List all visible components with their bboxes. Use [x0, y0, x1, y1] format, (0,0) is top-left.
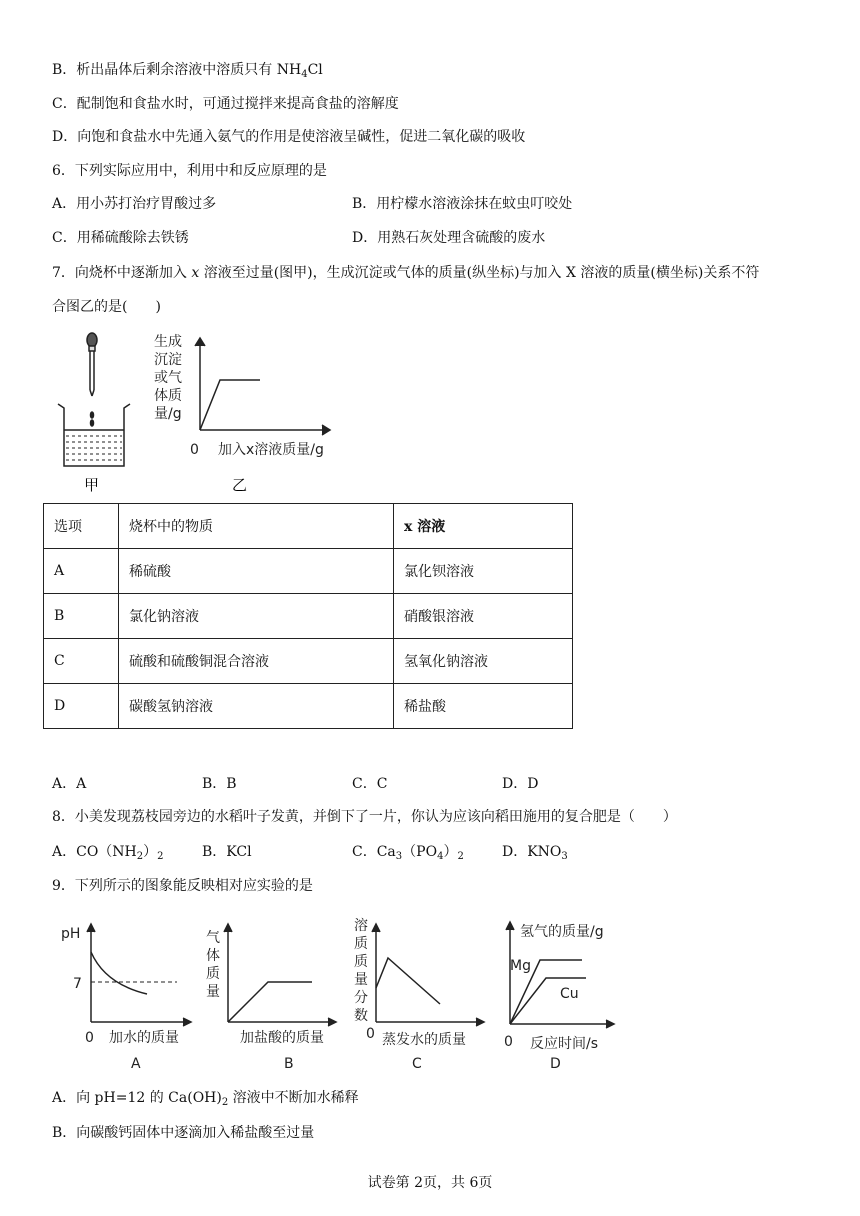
graph-c-origin: 0	[366, 1026, 375, 1042]
graph-b-curve	[228, 982, 312, 1022]
dropper-icon	[87, 333, 97, 396]
q7-options-table	[43, 503, 573, 729]
y-axis-label-line: 量/g	[154, 406, 182, 422]
table-cell: 氯化钠溶液	[119, 594, 394, 639]
table-header-cell: 烧杯中的物质	[119, 504, 394, 549]
q9-option-a: A．向 pH=12 的 $Ca(OH)_2$ 溶液中不断加水稀释	[52, 1090, 359, 1108]
table-cell: 氯化钡溶液	[394, 549, 573, 594]
graph-d-mg-label: Mg	[510, 958, 531, 974]
table-cell: 硫酸和硫酸铜混合溶液	[119, 639, 394, 684]
graph-b-caption: B	[284, 1056, 294, 1072]
q7-option-b: B．B	[202, 776, 237, 792]
graph-a-seven: 7	[73, 976, 82, 992]
graph-b-y-label: 量	[206, 984, 220, 1000]
q5-option-c: C．配制饱和食盐水时，可通过搅拌来提高食盐的溶解度	[52, 96, 399, 112]
graph-a-curve	[91, 952, 147, 994]
table-cell: 碳酸氢钠溶液	[119, 684, 394, 729]
q6-stem: 6．下列实际应用中，利用中和反应原理的是	[52, 163, 327, 179]
y-axis-label-line: 或气	[154, 370, 182, 386]
graph-c-y-label: 数	[354, 1008, 368, 1024]
graph-c-x-label: 蒸发水的质量	[382, 1032, 466, 1048]
graph-b-y-label: 体	[206, 948, 220, 964]
q9-graph-d	[498, 912, 628, 1077]
q6-option-b: B．用柠檬水溶液涂抹在蚊虫叮咬处	[352, 196, 573, 212]
graph-c-y-label: 量	[354, 972, 368, 988]
q8-option-a: A．$CO(NH_2)_2$	[52, 844, 164, 862]
table-row	[44, 549, 573, 594]
y-axis-label-line: 生成	[154, 334, 182, 350]
graph-b-y-label: 质	[206, 966, 220, 982]
q9-graph-a	[55, 912, 205, 1077]
table-cell: D	[44, 684, 119, 729]
table-cell: A	[44, 549, 119, 594]
y-axis-label-line: 体质	[154, 388, 182, 404]
graph-c-y-label: 质	[354, 936, 368, 952]
q7-stem-line2: 合图乙的是( )	[52, 299, 161, 315]
graph-d-origin: 0	[504, 1034, 513, 1050]
table-cell: 氢氧化钠溶液	[394, 639, 573, 684]
beaker-icon	[58, 404, 130, 466]
graph-c-y-label: 分	[354, 990, 368, 1006]
graph-d-x-label: 反应时间/s	[530, 1036, 599, 1052]
table-row	[44, 639, 573, 684]
q7-stem-line1: 7．向烧杯中逐渐加入 x 溶液至过量(图甲)，生成沉淀或气体的质量(纵坐标)与加入 X 溶液的质量(横坐标)关系不符	[52, 265, 760, 281]
q8-option-b: B．KCl	[202, 844, 252, 860]
q6-option-d: D．用熟石灰处理含硫酸的废水	[352, 230, 546, 246]
graph-d-caption: D	[550, 1056, 561, 1072]
figure-yi-graph	[150, 330, 340, 495]
q9-stem: 9．下列所示的图象能反映相对应实验的是	[52, 878, 313, 894]
q9-graph-c	[348, 912, 498, 1077]
table-row	[44, 594, 573, 639]
table-cell: 稀盐酸	[394, 684, 573, 729]
graph-d-y-label: 氢气的质量/g	[520, 924, 604, 940]
q9-option-b: B．向碳酸钙固体中逐滴加入稀盐酸至过量	[52, 1125, 315, 1141]
q7-option-a: A．A	[52, 776, 87, 792]
figure-jia-caption: 甲	[84, 477, 100, 494]
y-axis-label-line: 沉淀	[154, 352, 182, 368]
graph-c-y-label: 质	[354, 954, 368, 970]
table-cell: 稀硫酸	[119, 549, 394, 594]
page-footer: 试卷第 2页，共 6页	[367, 1175, 493, 1191]
graph-c-caption: C	[412, 1056, 422, 1072]
graph-c-y-label: 溶	[354, 918, 368, 934]
graph-curve	[200, 380, 260, 430]
graph-a-y-label: pH	[61, 926, 81, 942]
graph-b-y-label: 气	[206, 930, 220, 946]
graph-d-cu-label: Cu	[560, 986, 579, 1002]
table-cell: C	[44, 639, 119, 684]
table-header-cell: x 溶液	[394, 504, 573, 549]
x-axis-label: 加入x溶液质量/g	[218, 442, 324, 458]
q8-option-c: C．$Ca_3(PO_4)_2$	[352, 844, 464, 862]
origin-label: 0	[190, 442, 199, 458]
q6-option-c: C．用稀硫酸除去铁锈	[52, 230, 189, 246]
figure-jia-beaker	[40, 330, 150, 495]
q8-option-d: D．$KNO_3$	[502, 844, 568, 862]
q5-option-d: D．向饱和食盐水中先通入氨气的作用是使溶液呈碱性，促进二氧化碳的吸收	[52, 129, 526, 145]
q7-option-d: D．D	[502, 776, 539, 792]
graph-b-x-label: 加盐酸的质量	[240, 1030, 324, 1046]
table-cell: B	[44, 594, 119, 639]
q7-option-c: C．C	[352, 776, 388, 792]
q9-graph-b	[200, 912, 350, 1077]
figure-yi-caption: 乙	[232, 477, 248, 494]
table-row	[44, 684, 573, 729]
table-header-cell: 选项	[44, 504, 119, 549]
graph-a-x-label: 加水的质量	[109, 1030, 179, 1046]
table-header-row	[44, 504, 573, 549]
graph-a-caption: A	[131, 1056, 141, 1072]
q8-stem: 8．小美发现荔枝园旁边的水稻叶子发黄，并倒下了一片，你认为应该向稻田施用的复合肥是（ ）	[52, 809, 677, 825]
q5-option-b: B．析出晶体后剩余溶液中溶质只有 $NH_4Cl$	[52, 62, 323, 80]
graph-c-curve	[376, 958, 440, 1004]
table-cell: 硝酸银溶液	[394, 594, 573, 639]
graph-a-origin: 0	[85, 1030, 94, 1046]
q6-option-a: A．用小苏打治疗胃酸过多	[52, 196, 217, 212]
